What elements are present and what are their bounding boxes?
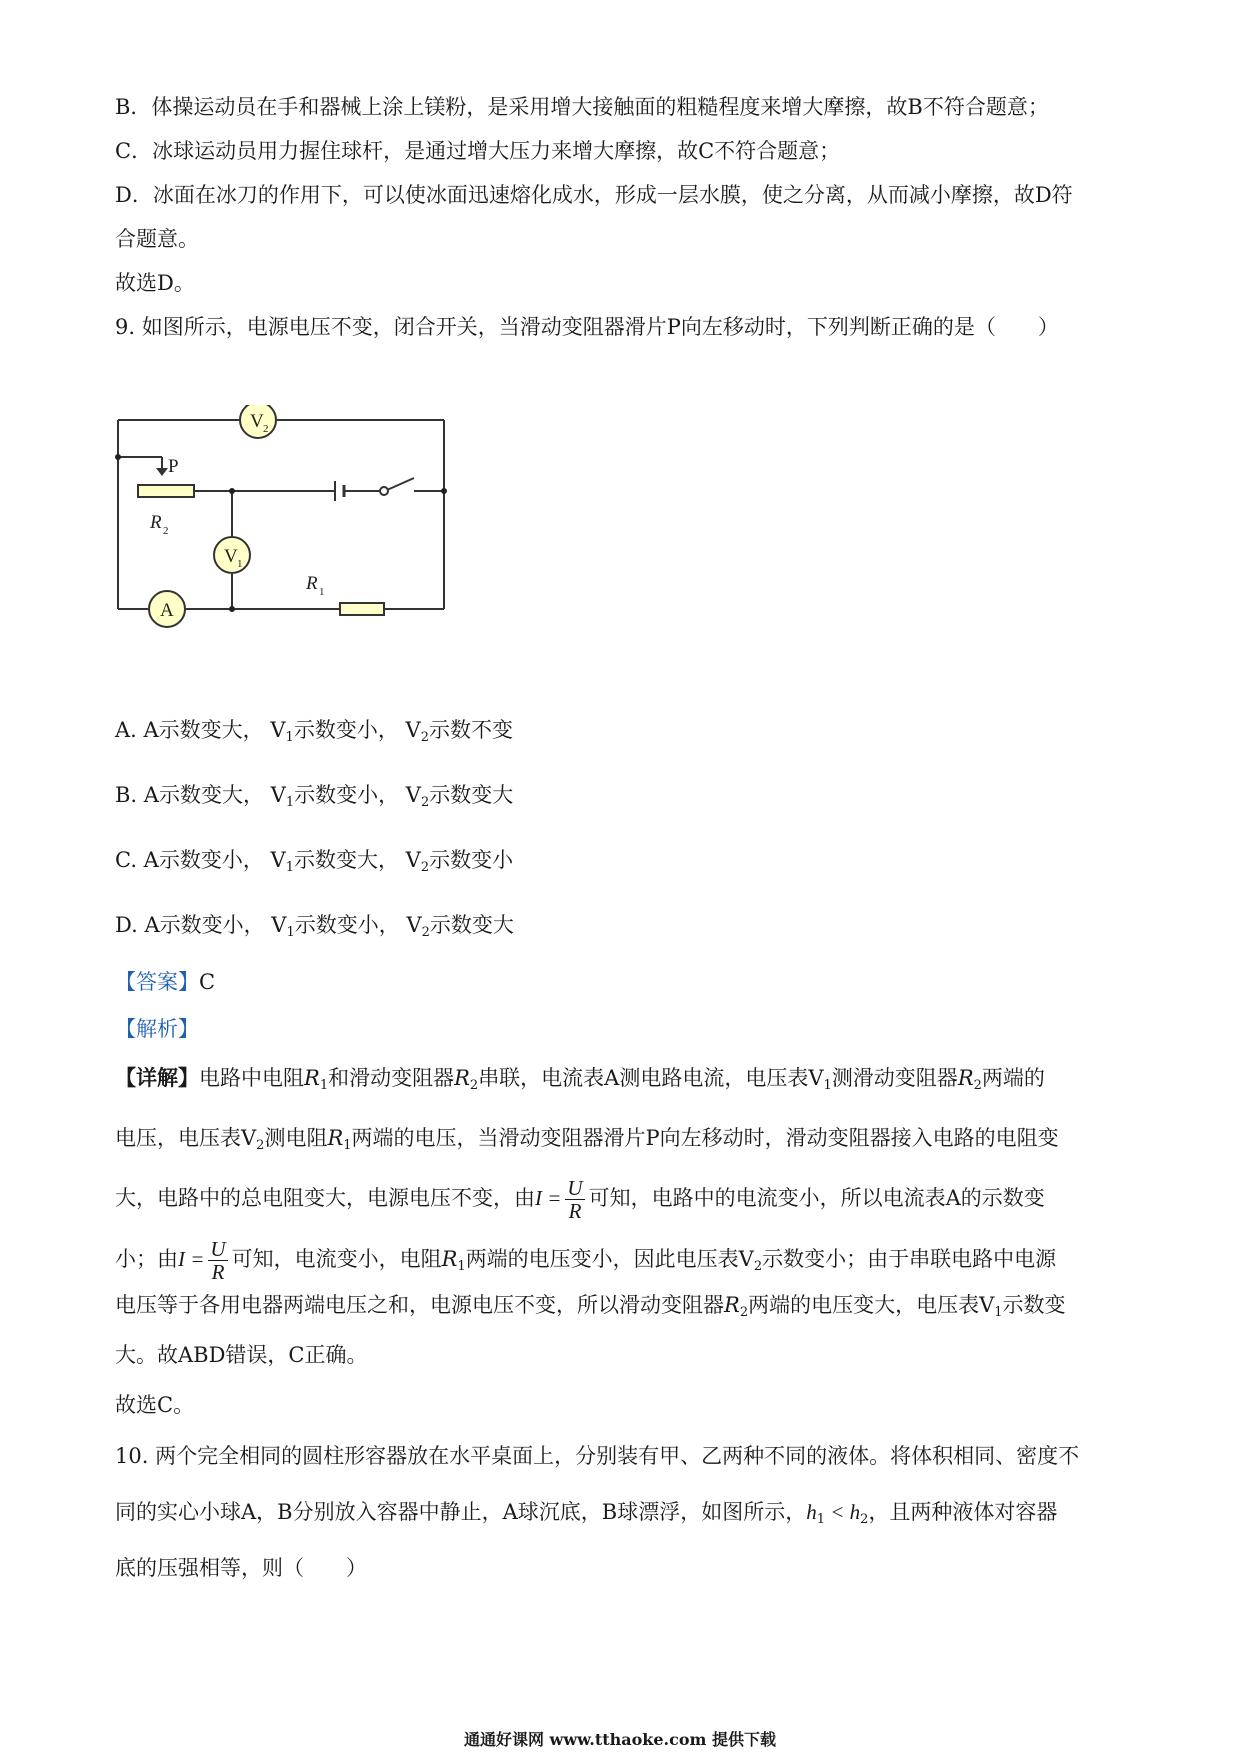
svg-text:A: A: [160, 600, 174, 621]
q9-detail-line-4: 小；由I = $\frac{U}{R}$ 可知，电流变小，电阻$R_1$两端的电压变小，因此电压表$V_2$示数变小；由于串联电路中电源: [115, 1237, 1057, 1284]
page-footer: 通通好课网 www.tthaoke.com 提供下载: [463, 1730, 777, 1749]
svg-text:V: V: [224, 546, 238, 567]
svg-text:1: 1: [237, 558, 243, 570]
r1-label: R: [306, 573, 318, 594]
r2-resistor: [138, 485, 194, 497]
svg-text:2: 2: [263, 423, 269, 435]
q9-choice: 故选C。: [115, 1393, 195, 1417]
q9-option-a: A. A示数变大， $V_1$示数变小， $V_2$示数不变: [115, 718, 513, 745]
answer-line-c: C．冰球运动员用力握住球杆，是通过增大压力来增大摩擦，故C不符合题意；: [115, 139, 841, 163]
q9-option-b: B. A示数变大， $V_1$示数变小， $V_2$示数变大: [115, 783, 514, 810]
r1-resistor: [340, 603, 384, 615]
q10-line-2: 同的实心小球A，B分别放入容器中静止，A球沉底，B球漂浮，如图所示，$h_1 < h_2$，且两种液体对容器: [115, 1500, 1058, 1527]
svg-text:2: 2: [163, 525, 169, 537]
voltmeter-v2: [240, 405, 276, 438]
answer-line-d1: D．冰面在冰刀的作用下，可以使冰面迅速熔化成水，形成一层水膜，使之分离，从而减小摩擦，故D符: [115, 183, 1073, 207]
q10-line-1: 10. 两个完全相同的圆柱形容器放在水平桌面上，分别装有甲、乙两种不同的液体。将体积相同、密度不: [115, 1444, 1080, 1468]
prev-choice: 故选D。: [115, 271, 195, 295]
ohms-law-fraction: $\frac{U}{R}$: [567, 1176, 583, 1223]
circuit-diagram: [110, 405, 460, 645]
slider-label-p: P: [168, 456, 179, 477]
svg-text:1: 1: [319, 586, 325, 598]
q9-option-d: D. A示数变小， $V_1$示数变小， $V_2$示数变大: [115, 913, 514, 940]
q9-answer: 【答案】C: [115, 970, 216, 994]
svg-text:V: V: [250, 411, 264, 432]
q9-stem: 9. 如图所示，电源电压不变，闭合开关，当滑动变阻器滑片P向左移动时，下列判断正确的是（ ）: [115, 315, 1059, 339]
q9-detail-line-5: 电压等于各用电器两端电压之和，电源电压不变，所以滑动变阻器$R_2$两端的电压变大，电压表$V_1$示数变: [115, 1293, 1066, 1320]
ammeter-a: [149, 591, 185, 627]
answer-line-b: B．体操运动员在手和器械上涂上镁粉，是采用增大接触面的粗糙程度来增大摩擦，故B不符合题意；: [115, 95, 1049, 119]
q9-detail-line-2: 电压，电压表$V_2$测电阻$R_1$两端的电压，当滑动变阻器滑片P向左移动时，滑动变阻器接入电路的电阻变: [115, 1126, 1059, 1153]
q10-line-3: 底的压强相等，则（ ）: [115, 1556, 367, 1580]
answer-line-d2: 合题意。: [115, 227, 199, 251]
q9-detail-line-6: 大。故ABD错误，C正确。: [115, 1343, 368, 1367]
voltmeter-v1: [214, 537, 250, 573]
ohms-law-fraction-2: $\frac{U}{R}$: [210, 1237, 226, 1284]
q9-detail-line-1: 【详解】电路中电阻$R_1$和滑动变阻器$R_2$串联，电流表A测电路电流，电压表$V_1$测滑动变阻器$R_2$两端的: [115, 1065, 1045, 1093]
r2-label: R: [150, 512, 162, 533]
q9-option-c: C. A示数变小， $V_1$示数变大， $V_2$示数变小: [115, 848, 514, 875]
q9-analysis-tag: 【解析】: [115, 1017, 199, 1041]
q9-detail-line-3: 大，电路中的总电阻变大，电源电压不变，由I = $\frac{U}{R}$ 可知，电路中的电流变小，所以电流表A的示数变: [115, 1176, 1045, 1223]
switch: [380, 487, 388, 495]
